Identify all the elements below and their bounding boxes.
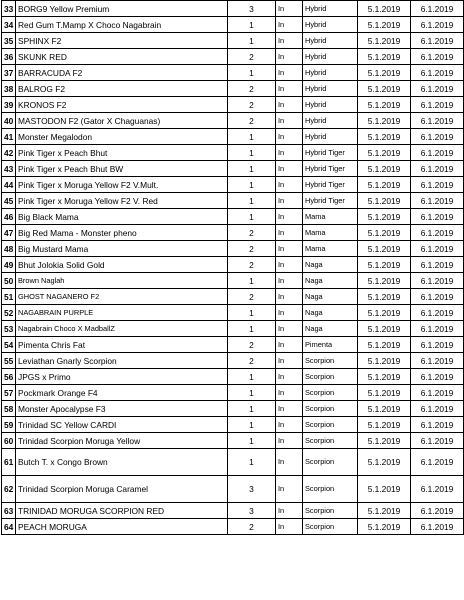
quantity-cell: 1 xyxy=(228,145,276,161)
status-cell: In xyxy=(276,241,303,257)
row-number-cell: 52 xyxy=(2,305,16,321)
variety-name-cell: Pimenta Chris Fat xyxy=(16,337,228,353)
row-number-cell: 37 xyxy=(2,65,16,81)
variety-name-cell: GHOST NAGANERO F2 xyxy=(16,289,228,305)
table-row xyxy=(2,241,464,257)
quantity-cell: 3 xyxy=(228,1,276,17)
variety-name-cell: Big Black Mama xyxy=(16,209,228,225)
status-cell: In xyxy=(276,401,303,417)
table-row xyxy=(2,337,464,353)
variety-name-cell: Red Gum T.Mamp X Choco Nagabrain xyxy=(16,17,228,33)
status-cell: In xyxy=(276,519,303,535)
category-cell: Hybrid xyxy=(303,65,358,81)
end-date-cell: 6.1.2019 xyxy=(411,449,464,476)
category-cell: Hybrid xyxy=(303,129,358,145)
quantity-cell: 1 xyxy=(228,369,276,385)
quantity-cell: 1 xyxy=(228,193,276,209)
start-date-cell: 5.1.2019 xyxy=(358,353,411,369)
variety-name-cell: Butch T. x Congo Brown xyxy=(16,449,228,476)
row-number-cell: 33 xyxy=(2,1,16,17)
quantity-cell: 2 xyxy=(228,113,276,129)
variety-name-cell: Pockmark Orange F4 xyxy=(16,385,228,401)
category-cell: Hybrid xyxy=(303,1,358,17)
variety-name-cell: Trinidad SC Yellow CARDI xyxy=(16,417,228,433)
status-cell: In xyxy=(276,305,303,321)
row-number-cell: 64 xyxy=(2,519,16,535)
end-date-cell: 6.1.2019 xyxy=(411,97,464,113)
start-date-cell: 5.1.2019 xyxy=(358,305,411,321)
table-row xyxy=(2,49,464,65)
seed-table xyxy=(1,0,464,535)
category-cell: Naga xyxy=(303,305,358,321)
quantity-cell: 2 xyxy=(228,49,276,65)
start-date-cell: 5.1.2019 xyxy=(358,17,411,33)
status-cell: In xyxy=(276,193,303,209)
variety-name-cell: PEACH MORUGA xyxy=(16,519,228,535)
start-date-cell: 5.1.2019 xyxy=(358,33,411,49)
row-number-cell: 36 xyxy=(2,49,16,65)
category-cell: Hybrid xyxy=(303,33,358,49)
status-cell: In xyxy=(276,161,303,177)
row-number-cell: 34 xyxy=(2,17,16,33)
start-date-cell: 5.1.2019 xyxy=(358,476,411,503)
table-row xyxy=(2,401,464,417)
row-number-cell: 50 xyxy=(2,273,16,289)
variety-name-cell: BALROG F2 xyxy=(16,81,228,97)
row-number-cell: 38 xyxy=(2,81,16,97)
start-date-cell: 5.1.2019 xyxy=(358,519,411,535)
row-number-cell: 61 xyxy=(2,449,16,476)
row-number-cell: 41 xyxy=(2,129,16,145)
quantity-cell: 2 xyxy=(228,225,276,241)
start-date-cell: 5.1.2019 xyxy=(358,49,411,65)
category-cell: Hybrid xyxy=(303,97,358,113)
start-date-cell: 5.1.2019 xyxy=(358,449,411,476)
status-cell: In xyxy=(276,503,303,519)
table-row xyxy=(2,209,464,225)
end-date-cell: 6.1.2019 xyxy=(411,81,464,97)
category-cell: Scorpion xyxy=(303,385,358,401)
end-date-cell: 6.1.2019 xyxy=(411,321,464,337)
start-date-cell: 5.1.2019 xyxy=(358,241,411,257)
table-row xyxy=(2,177,464,193)
row-number-cell: 56 xyxy=(2,369,16,385)
end-date-cell: 6.1.2019 xyxy=(411,476,464,503)
category-cell: Naga xyxy=(303,273,358,289)
category-cell: Hybrid xyxy=(303,17,358,33)
status-cell: In xyxy=(276,49,303,65)
end-date-cell: 6.1.2019 xyxy=(411,129,464,145)
category-cell: Mama xyxy=(303,241,358,257)
variety-name-cell: Monster Apocalypse F3 xyxy=(16,401,228,417)
variety-name-cell: Big Mustard Mama xyxy=(16,241,228,257)
table-row xyxy=(2,17,464,33)
start-date-cell: 5.1.2019 xyxy=(358,273,411,289)
quantity-cell: 2 xyxy=(228,519,276,535)
status-cell: In xyxy=(276,177,303,193)
end-date-cell: 6.1.2019 xyxy=(411,49,464,65)
category-cell: Naga xyxy=(303,321,358,337)
quantity-cell: 3 xyxy=(228,476,276,503)
category-cell: Scorpion xyxy=(303,433,358,449)
variety-name-cell: Trinidad Scorpion Moruga Yellow xyxy=(16,433,228,449)
start-date-cell: 5.1.2019 xyxy=(358,161,411,177)
status-cell: In xyxy=(276,65,303,81)
row-number-cell: 40 xyxy=(2,113,16,129)
table-row xyxy=(2,353,464,369)
category-cell: Naga xyxy=(303,257,358,273)
end-date-cell: 6.1.2019 xyxy=(411,17,464,33)
row-number-cell: 46 xyxy=(2,209,16,225)
quantity-cell: 1 xyxy=(228,417,276,433)
row-number-cell: 47 xyxy=(2,225,16,241)
end-date-cell: 6.1.2019 xyxy=(411,503,464,519)
status-cell: In xyxy=(276,433,303,449)
end-date-cell: 6.1.2019 xyxy=(411,193,464,209)
start-date-cell: 5.1.2019 xyxy=(358,401,411,417)
quantity-cell: 2 xyxy=(228,97,276,113)
start-date-cell: 5.1.2019 xyxy=(358,337,411,353)
status-cell: In xyxy=(276,369,303,385)
end-date-cell: 6.1.2019 xyxy=(411,225,464,241)
start-date-cell: 5.1.2019 xyxy=(358,321,411,337)
table-row xyxy=(2,503,464,519)
end-date-cell: 6.1.2019 xyxy=(411,519,464,535)
start-date-cell: 5.1.2019 xyxy=(358,257,411,273)
quantity-cell: 1 xyxy=(228,17,276,33)
variety-name-cell: Nagabrain Choco X MadballZ xyxy=(16,321,228,337)
start-date-cell: 5.1.2019 xyxy=(358,177,411,193)
table-row xyxy=(2,257,464,273)
status-cell: In xyxy=(276,129,303,145)
status-cell: In xyxy=(276,273,303,289)
end-date-cell: 6.1.2019 xyxy=(411,1,464,17)
end-date-cell: 6.1.2019 xyxy=(411,33,464,49)
start-date-cell: 5.1.2019 xyxy=(358,145,411,161)
quantity-cell: 1 xyxy=(228,305,276,321)
end-date-cell: 6.1.2019 xyxy=(411,417,464,433)
variety-name-cell: Leviathan Gnarly Scorpion xyxy=(16,353,228,369)
row-number-cell: 43 xyxy=(2,161,16,177)
end-date-cell: 6.1.2019 xyxy=(411,289,464,305)
row-number-cell: 59 xyxy=(2,417,16,433)
row-number-cell: 49 xyxy=(2,257,16,273)
quantity-cell: 2 xyxy=(228,81,276,97)
table-row xyxy=(2,433,464,449)
end-date-cell: 6.1.2019 xyxy=(411,401,464,417)
table-row xyxy=(2,225,464,241)
table-row xyxy=(2,97,464,113)
variety-name-cell: BORG9 Yellow Premium xyxy=(16,1,228,17)
table-row xyxy=(2,449,464,476)
row-number-cell: 60 xyxy=(2,433,16,449)
end-date-cell: 6.1.2019 xyxy=(411,241,464,257)
start-date-cell: 5.1.2019 xyxy=(358,289,411,305)
row-number-cell: 35 xyxy=(2,33,16,49)
start-date-cell: 5.1.2019 xyxy=(358,65,411,81)
table-row xyxy=(2,369,464,385)
category-cell: Scorpion xyxy=(303,417,358,433)
quantity-cell: 1 xyxy=(228,433,276,449)
status-cell: In xyxy=(276,289,303,305)
variety-name-cell: NAGABRAIN PURPLE xyxy=(16,305,228,321)
variety-name-cell: MASTODON F2 (Gator X Chaguanas) xyxy=(16,113,228,129)
status-cell: In xyxy=(276,385,303,401)
table-row xyxy=(2,273,464,289)
start-date-cell: 5.1.2019 xyxy=(358,129,411,145)
quantity-cell: 1 xyxy=(228,161,276,177)
row-number-cell: 45 xyxy=(2,193,16,209)
table-row xyxy=(2,321,464,337)
quantity-cell: 2 xyxy=(228,353,276,369)
start-date-cell: 5.1.2019 xyxy=(358,193,411,209)
start-date-cell: 5.1.2019 xyxy=(358,433,411,449)
row-number-cell: 39 xyxy=(2,97,16,113)
status-cell: In xyxy=(276,97,303,113)
status-cell: In xyxy=(276,81,303,97)
table-row xyxy=(2,417,464,433)
row-number-cell: 58 xyxy=(2,401,16,417)
end-date-cell: 6.1.2019 xyxy=(411,257,464,273)
quantity-cell: 2 xyxy=(228,289,276,305)
quantity-cell: 1 xyxy=(228,209,276,225)
status-cell: In xyxy=(276,257,303,273)
start-date-cell: 5.1.2019 xyxy=(358,1,411,17)
status-cell: In xyxy=(276,209,303,225)
row-number-cell: 54 xyxy=(2,337,16,353)
end-date-cell: 6.1.2019 xyxy=(411,209,464,225)
variety-name-cell: Pink Tiger x Moruga Yellow F2 V. Red xyxy=(16,193,228,209)
start-date-cell: 5.1.2019 xyxy=(358,81,411,97)
quantity-cell: 2 xyxy=(228,257,276,273)
table-row xyxy=(2,289,464,305)
quantity-cell: 1 xyxy=(228,33,276,49)
variety-name-cell: Pink Tiger x Moruga Yellow F2 V.Mult. xyxy=(16,177,228,193)
category-cell: Naga xyxy=(303,289,358,305)
row-number-cell: 44 xyxy=(2,177,16,193)
start-date-cell: 5.1.2019 xyxy=(358,503,411,519)
row-number-cell: 63 xyxy=(2,503,16,519)
end-date-cell: 6.1.2019 xyxy=(411,353,464,369)
table-row xyxy=(2,193,464,209)
quantity-cell: 1 xyxy=(228,449,276,476)
end-date-cell: 6.1.2019 xyxy=(411,305,464,321)
category-cell: Mama xyxy=(303,225,358,241)
variety-name-cell: SKUNK RED xyxy=(16,49,228,65)
category-cell: Hybrid xyxy=(303,49,358,65)
quantity-cell: 2 xyxy=(228,337,276,353)
quantity-cell: 1 xyxy=(228,273,276,289)
row-number-cell: 57 xyxy=(2,385,16,401)
status-cell: In xyxy=(276,17,303,33)
status-cell: In xyxy=(276,449,303,476)
row-number-cell: 51 xyxy=(2,289,16,305)
row-number-cell: 53 xyxy=(2,321,16,337)
quantity-cell: 1 xyxy=(228,385,276,401)
table-row xyxy=(2,1,464,17)
start-date-cell: 5.1.2019 xyxy=(358,225,411,241)
start-date-cell: 5.1.2019 xyxy=(358,97,411,113)
row-number-cell: 55 xyxy=(2,353,16,369)
variety-name-cell: Bhut Jolokia Solid Gold xyxy=(16,257,228,273)
table-row xyxy=(2,113,464,129)
variety-name-cell: Trinidad Scorpion Moruga Caramel xyxy=(16,476,228,503)
category-cell: Hybrid xyxy=(303,81,358,97)
category-cell: Scorpion xyxy=(303,503,358,519)
status-cell: In xyxy=(276,337,303,353)
start-date-cell: 5.1.2019 xyxy=(358,385,411,401)
table-row xyxy=(2,65,464,81)
end-date-cell: 6.1.2019 xyxy=(411,65,464,81)
table-row xyxy=(2,385,464,401)
end-date-cell: 6.1.2019 xyxy=(411,337,464,353)
start-date-cell: 5.1.2019 xyxy=(358,369,411,385)
end-date-cell: 6.1.2019 xyxy=(411,385,464,401)
category-cell: Scorpion xyxy=(303,449,358,476)
row-number-cell: 48 xyxy=(2,241,16,257)
quantity-cell: 1 xyxy=(228,321,276,337)
table-row xyxy=(2,145,464,161)
category-cell: Scorpion xyxy=(303,476,358,503)
category-cell: Pimenta xyxy=(303,337,358,353)
quantity-cell: 1 xyxy=(228,177,276,193)
category-cell: Hybrid Tiger xyxy=(303,193,358,209)
end-date-cell: 6.1.2019 xyxy=(411,113,464,129)
variety-name-cell: SPHINX F2 xyxy=(16,33,228,49)
row-number-cell: 42 xyxy=(2,145,16,161)
variety-name-cell: TRINIDAD MORUGA SCORPION RED xyxy=(16,503,228,519)
quantity-cell: 1 xyxy=(228,401,276,417)
end-date-cell: 6.1.2019 xyxy=(411,177,464,193)
variety-name-cell: BARRACUDA F2 xyxy=(16,65,228,81)
row-number-cell: 62 xyxy=(2,476,16,503)
variety-name-cell: Monster Megalodon xyxy=(16,129,228,145)
status-cell: In xyxy=(276,225,303,241)
table-row xyxy=(2,519,464,535)
status-cell: In xyxy=(276,1,303,17)
table-row xyxy=(2,129,464,145)
status-cell: In xyxy=(276,321,303,337)
variety-name-cell: Pink Tiger x Peach Bhut BW xyxy=(16,161,228,177)
end-date-cell: 6.1.2019 xyxy=(411,369,464,385)
category-cell: Mama xyxy=(303,209,358,225)
table-row xyxy=(2,81,464,97)
end-date-cell: 6.1.2019 xyxy=(411,273,464,289)
category-cell: Hybrid xyxy=(303,113,358,129)
status-cell: In xyxy=(276,33,303,49)
status-cell: In xyxy=(276,113,303,129)
category-cell: Hybrid Tiger xyxy=(303,177,358,193)
category-cell: Scorpion xyxy=(303,401,358,417)
quantity-cell: 1 xyxy=(228,65,276,81)
variety-name-cell: KRONOS F2 xyxy=(16,97,228,113)
table-row xyxy=(2,161,464,177)
category-cell: Hybrid Tiger xyxy=(303,145,358,161)
category-cell: Scorpion xyxy=(303,353,358,369)
category-cell: Scorpion xyxy=(303,519,358,535)
end-date-cell: 6.1.2019 xyxy=(411,433,464,449)
variety-name-cell: Brown Naglah xyxy=(16,273,228,289)
start-date-cell: 5.1.2019 xyxy=(358,113,411,129)
status-cell: In xyxy=(276,476,303,503)
status-cell: In xyxy=(276,353,303,369)
variety-name-cell: Pink Tiger x Peach Bhut xyxy=(16,145,228,161)
table-row xyxy=(2,476,464,503)
quantity-cell: 3 xyxy=(228,503,276,519)
variety-name-cell: Big Red Mama - Monster pheno xyxy=(16,225,228,241)
variety-name-cell: JPGS x Primo xyxy=(16,369,228,385)
category-cell: Hybrid Tiger xyxy=(303,161,358,177)
status-cell: In xyxy=(276,145,303,161)
end-date-cell: 6.1.2019 xyxy=(411,161,464,177)
end-date-cell: 6.1.2019 xyxy=(411,145,464,161)
table-row xyxy=(2,305,464,321)
start-date-cell: 5.1.2019 xyxy=(358,417,411,433)
start-date-cell: 5.1.2019 xyxy=(358,209,411,225)
category-cell: Scorpion xyxy=(303,369,358,385)
quantity-cell: 2 xyxy=(228,241,276,257)
quantity-cell: 1 xyxy=(228,129,276,145)
status-cell: In xyxy=(276,417,303,433)
table-row xyxy=(2,33,464,49)
